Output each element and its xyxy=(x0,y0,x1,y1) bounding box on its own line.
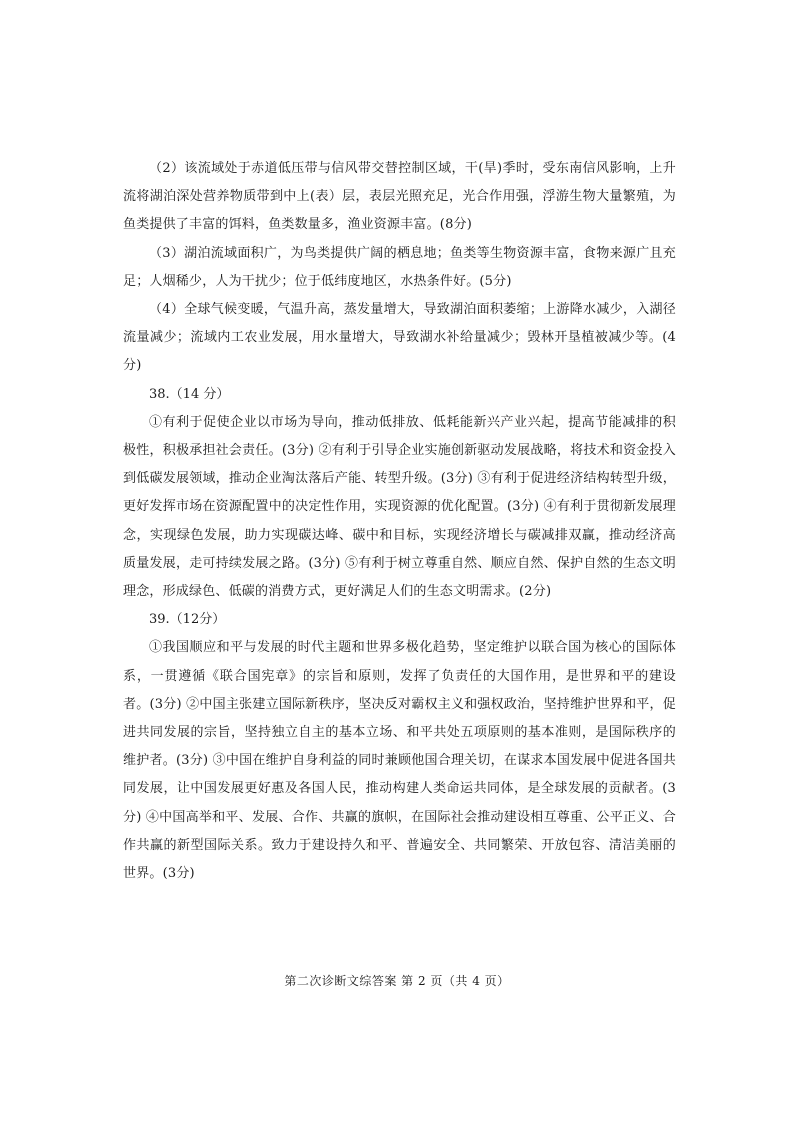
q39-heading: 39.（12分） xyxy=(149,612,226,628)
q37-part4-answer: （4）全球气候变暖，气温升高，蒸发量增大，导致湖泊面积萎缩；上游降水减少，入湖径流量减少；流域内工农业发展，用水量增大，导致湖水补给量减少；毁林开垦植被减少等。(4分) xyxy=(123,302,676,374)
q37-part3-answer: （3）湖泊流域面积广，为鸟类提供广阔的栖息地；鱼类等生物资源丰富，食物来源广且充足；人烟稀少，人为干扰少；位于低纬度地区，水热条件好。(5分) xyxy=(123,245,676,289)
q38-answer: ①有利于促使企业以市场为导向，推动低排放、低耗能新兴产业兴起，提高节能减排的积极性，积极承担社会责任。(3分) ②有利于引导企业实施创新驱动发展战略，将技术和资金投入到低碳发展领域，推动企业淘汰落后产能、转型升级。(3分) ③有利于促进经济结构转型升级，更好发挥市场在资源配置中的决定性作用，实现资源的优化配置。(3分) ④有利于贯彻新发展理念，实现绿色发展，助力实现碳达峰、碳中和目标，实现经济增长与碳减排双赢，推动经济高质量发展，走可持续发展之路。(3分) ⑤有利于树立尊重自然、顺应自然、保护自然的生态文明理念，形成绿色、低碳的消费方式，更好满足人们的生态文明需求。(2分) xyxy=(123,414,676,600)
q38-heading: 38.（14 分） xyxy=(149,386,230,402)
q39-answer: ①我国顺应和平与发展的时代主题和世界多极化趋势，坚定维护以联合国为核心的国际体系，一贯遵循《联合国宪章》的宗旨和原则，发挥了负责任的大国作用，是世界和平的建设者。(3分) ②中国主张建立国际新秩序，坚决反对霸权主义和强权政治，坚持维护世界和平，促进共同发展的宗旨，坚持独立自主的基本立场、和平共处五项原则的基本准则，是国际秩序的维护者。(3分) ③中国在维护自身利益的同时兼顾他国合理关切，在谋求本国发展中促进各国共同发展，让中国发展更好惠及各国人民，推动构建人类命运共同体，是全球发展的贡献者。(3分) ④中国高举和平、发展、合作、共赢的旗帜，在国际社会推动建设相互尊重、公平正义、合作共赢的新型国际关系。致力于建设持久和平、普遍安全、共同繁荣、开放包容、清洁美丽的世界。(3分) xyxy=(123,640,676,882)
q37-part2-answer: （2）该流域处于赤道低压带与信风带交替控制区域，干(旱)季时，受东南信风影响，上升流将湖泊深处营养物质带到中上(表）层，表层光照充足，光合作用强，浮游生物大量繁殖，为鱼类提供了丰富的饵料，鱼类数量多，渔业资源丰富。(8分) xyxy=(123,161,676,233)
page-content xyxy=(123,155,676,888)
page-footer: 第二次诊断文综答案 第 2 页（共 4 页） xyxy=(284,974,510,988)
